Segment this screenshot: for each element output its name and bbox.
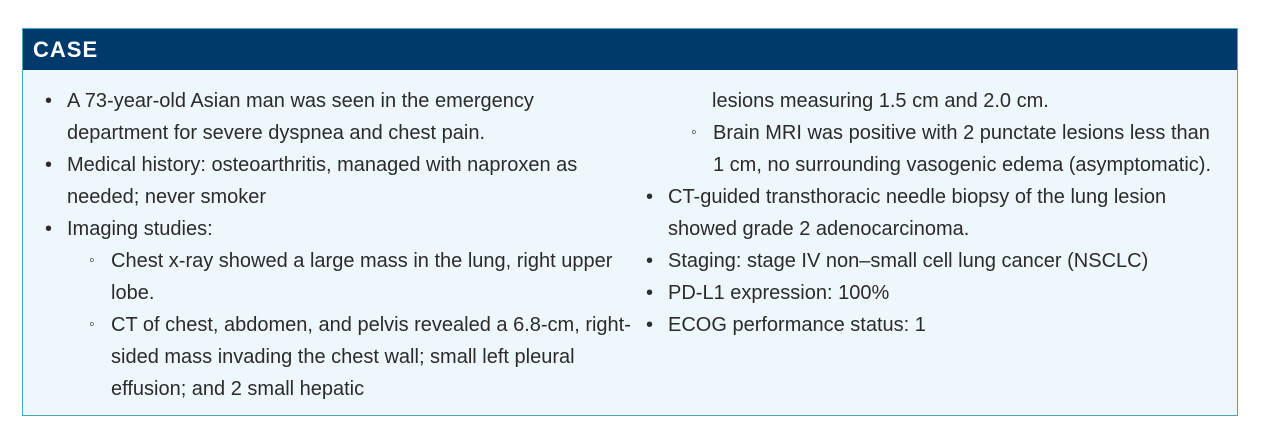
list-item-text: A 73-year-old Asian man was seen in the emergency department for severe dyspnea and chest pain. xyxy=(67,90,534,144)
left-column xyxy=(45,85,635,405)
list-item-text: ECOG performance status: 1 xyxy=(668,314,926,336)
right-column xyxy=(646,85,1226,341)
sub-item-text: Chest x-ray showed a large mass in the lung, right upper lobe. xyxy=(111,250,613,304)
list-item-presentation xyxy=(45,85,635,149)
list-item-text: PD-L1 expression: 100% xyxy=(668,282,890,304)
left-bullet-list xyxy=(45,85,635,245)
list-item-ecog xyxy=(646,309,1226,341)
list-item-text: CT-guided transthoracic needle biopsy of the lung lesion showed grade 2 adenocarcinoma. xyxy=(668,186,1167,240)
imaging-sub-list-continued xyxy=(646,117,1226,181)
list-item-imaging xyxy=(45,213,635,245)
imaging-sub-list xyxy=(45,245,635,405)
sub-item-brain-mri xyxy=(646,117,1226,181)
list-item-text: Staging: stage IV non–small cell lung cancer (NSCLC) xyxy=(668,250,1149,272)
list-item-biopsy xyxy=(646,181,1226,245)
list-item-pdl1 xyxy=(646,277,1226,309)
list-item-text: Imaging studies: xyxy=(67,218,213,240)
sub-item-ct-scan xyxy=(45,309,635,405)
sub-item-text: Brain MRI was positive with 2 punctate lesions less than 1 cm, no surrounding vasogenic edema (asymptomatic). xyxy=(713,122,1212,176)
case-header-title: CASE xyxy=(23,29,1237,70)
right-bullet-list xyxy=(646,181,1226,341)
list-item-text: Medical history: osteoarthritis, managed with naproxen as needed; never smoker xyxy=(67,154,578,208)
list-item-medical-history xyxy=(45,149,635,213)
continued-text: lesions measuring 1.5 cm and 2.0 cm. xyxy=(712,90,1049,112)
list-item-staging xyxy=(646,245,1226,277)
sub-item-text: CT of chest, abdomen, and pelvis revealed a 6.8-cm, right-sided mass invading the chest wall; small left pleural effusion; and 2 small hepatic xyxy=(111,314,631,400)
case-box xyxy=(22,28,1238,416)
sub-item-chest-xray xyxy=(45,245,635,309)
